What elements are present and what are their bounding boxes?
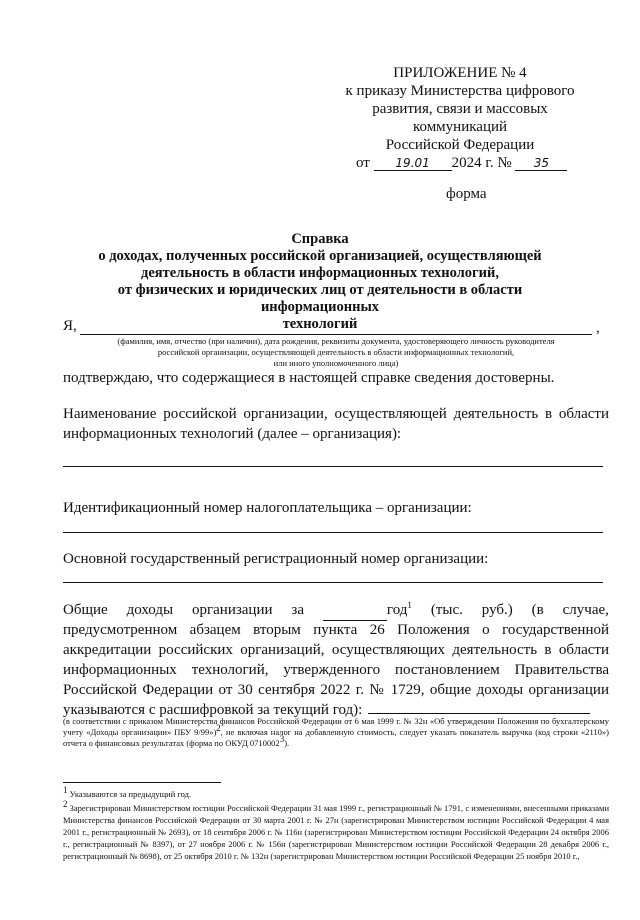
footnote-2-text: Зарегистрирован Министерством юстиции Российской Федерации 31 мая 1999 г., регистрационный № 1791, с изменениями, внесенными приказами Министерства финансов Российской Федерации от 30 марта 2001 г. № 27н (зарегистрирован Министерством юстиции Российской Федерации 4 мая 2001 г., регистрационный № 2693), от 18 сентября 2006 г. № 116н (зарегистрирован Министерством юстиции Российской Федерации 24 октября 2006 г., регистрационный № 8397), от 27 ноября 2006 г. № 156н (зарегистрирован Министерством юстиции Российской Федерации 28 декабря 2006 г., регистрационный № 8698), от 25 октября 2010 г. № 132н (зарегистрирован Министерством юстиции Российской Федерации 25 ноября 2010 г.,	[63, 803, 609, 861]
footnote-1-number: 1	[63, 785, 68, 796]
hint-line-1: (фамилия, имя, отчество (при наличии), дата рождения, реквизиты документа, удостоверяющего личность руководителя	[117, 336, 555, 346]
handwritten-number: 35	[515, 156, 567, 171]
declarant-prefix: Я,	[63, 318, 77, 334]
inn-line[interactable]	[63, 532, 603, 533]
annex-line-3: развития, связи и массовых	[372, 101, 548, 117]
declarant-hint	[80, 336, 592, 369]
income-word-2: доходы	[126, 602, 174, 618]
confirmation-text: подтверждаю, что содержащиеся в настоящей справке сведения достоверны.	[63, 370, 555, 386]
income-year-blank[interactable]	[323, 600, 387, 621]
title-line-1: Справка	[291, 231, 349, 247]
annex-line-2: к приказу Министерства цифрового	[345, 83, 575, 99]
ogrn-label: Основной государственный регистрационный номер организации:	[63, 551, 489, 567]
footnote-2-number: 2	[63, 799, 68, 810]
annex-title: ПРИЛОЖЕНИЕ № 4	[393, 65, 527, 81]
declarant-suffix: ,	[596, 320, 600, 336]
org-name-label: Наименование российской организации, осуществляющей деятельность в области информационных технологий (далее – организация):	[63, 406, 609, 442]
footnote-2	[63, 799, 609, 862]
org-name-line[interactable]	[63, 466, 603, 467]
document-title	[60, 231, 580, 333]
income-paragraph: предусмотренном абзацем вторым пункта 26 Положения о государственной аккредитации российских организаций, осуществляющих деятельность в области информационных технологий, утвержденного постановлением Правительства Российской Федерации от 30 сентября 2022 г. № 1729, общие доходы организации указываются с расшифровкой за текущий год):	[63, 622, 609, 718]
footnote-separator	[63, 782, 221, 783]
inn-label: Идентификационный номер налогоплательщика – организации:	[63, 500, 472, 516]
order-date-line	[356, 154, 567, 172]
title-line-5: технологий	[282, 316, 358, 332]
annex-header	[330, 64, 590, 154]
annex-line-5: Российской Федерации	[385, 137, 535, 153]
income-year-word: год	[386, 602, 408, 618]
title-line-3: деятельность в области информационных технологий,	[141, 265, 499, 281]
income-word-6: (тыс.	[430, 602, 463, 618]
income-word-9: случае,	[562, 602, 609, 618]
form-label: форма	[446, 186, 487, 202]
income-note	[63, 716, 609, 749]
hint-line-3: или иного уполномоченного лица)	[273, 358, 399, 368]
footnote-ref-3: 3	[279, 734, 285, 745]
ogrn-line[interactable]	[63, 582, 603, 583]
income-word-1: Общие	[63, 602, 108, 618]
handwritten-date: 19.01	[374, 156, 452, 171]
income-word-7: руб.)	[481, 602, 513, 618]
date-prefix: от	[356, 155, 370, 171]
income-note-c: ).	[284, 738, 290, 748]
footnote-1	[63, 785, 609, 800]
income-first-line	[63, 600, 609, 621]
income-word-3: организации	[191, 602, 273, 618]
date-suffix: 2024 г. №	[451, 155, 512, 171]
current-year-line[interactable]	[368, 713, 590, 714]
income-word-4: за	[291, 602, 305, 618]
income-text	[63, 620, 609, 720]
title-line-4: от физических и юридических лиц от деятельности в области информационных	[117, 282, 523, 315]
income-note-a: (в соответствии с приказом Министерства финансов Российской Федерации от 6 мая 1999 г. № 32н «Об утверждении Положения по бухгалтерскому учету «Доходы организации» ПБУ 9/99»)	[63, 716, 609, 737]
annex-line-4: коммуникаций	[412, 119, 508, 135]
declarant-name-line[interactable]	[80, 334, 592, 335]
footnote-1-text: Указываются за предыдущий год.	[69, 789, 192, 799]
income-word-8: (в	[531, 602, 544, 618]
hint-line-2: российской организации, осуществляющей деятельность в области информационных технологий,	[157, 347, 515, 357]
footnote-ref-1: 1	[407, 600, 412, 610]
income-note-b: , не включая налог на добавленную стоимость, следует указать показатель выручка (код строки «2110») отчета о финансовых результатах (форма по ОКУД 0710002	[63, 727, 609, 748]
footnote-ref-2: 2	[216, 723, 221, 734]
title-line-2: о доходах, полученных российской организацией, осуществляющей	[98, 248, 542, 264]
